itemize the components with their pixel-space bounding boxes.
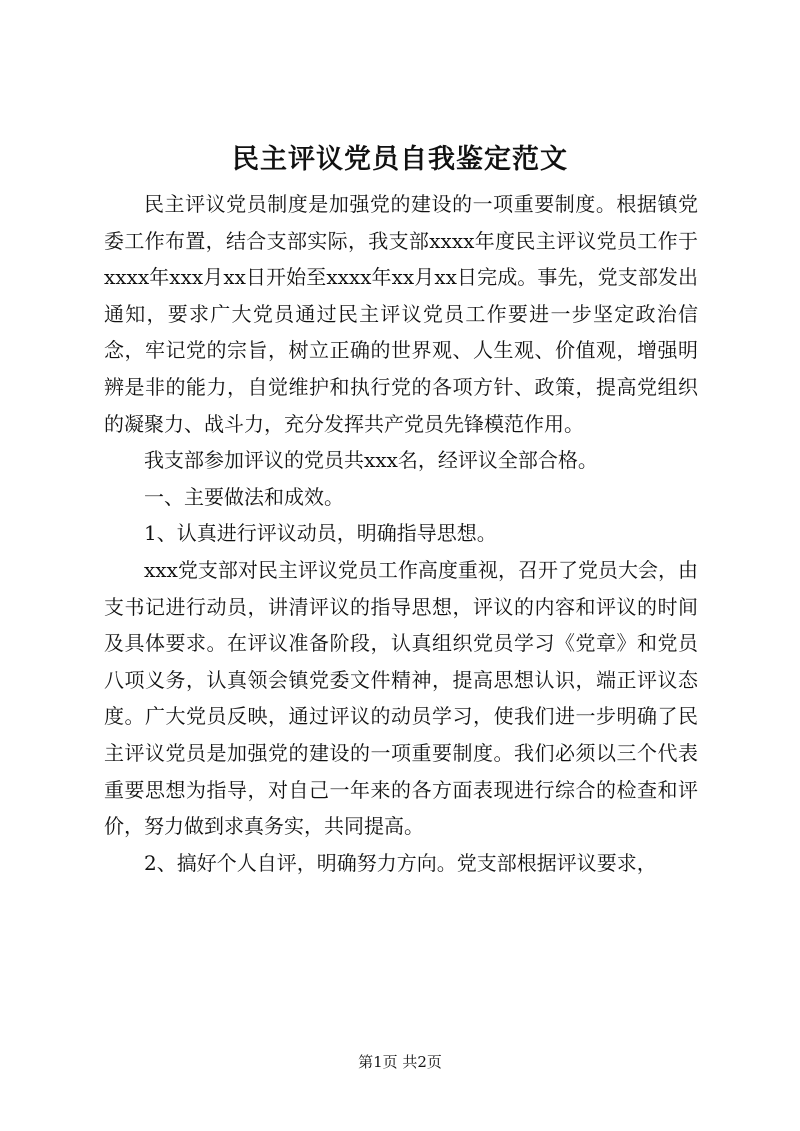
document-title: 民主评议党员自我鉴定范文 [232, 144, 568, 175]
document-body [104, 186, 698, 881]
subheading-1: 1、认真进行评议动员，明确指导思想。 [144, 521, 497, 546]
paragraph-mobilization: xxx党支部对民主评议党员工作高度重视，召开了党员大会，由支书记进行动员，讲清评议的指导思想，评议的内容和评议的时间及具体要求。在评议准备阶段，认真组织党员学习《党章》和党员八项义务，认真领会镇党委文件精神，提高思想认识，端正评议态度。广大党员反映，通过评议的动员学习，使我们进一步明确了民主评议党员是加强党的建设的一项重要制度。我们必须以三个代表重要思想为指导，对自己一年来的各方面表现进行综合的检查和评价，努力做到求真务实，共同提高。 [104, 557, 698, 839]
subheading-2: 2、搞好个人自评，明确努力方向。党支部根据评议要求， [144, 850, 657, 875]
paragraph-result: 我支部参加评议的党员共xxx名，经评议全部合格。 [144, 448, 598, 473]
paragraph-intro: 民主评议党员制度是加强党的建设的一项重要制度。根据镇党委工作布置，结合支部实际，我支部xxxx年度民主评议党员工作于xxxx年xxx月xx日开始至xxxx年xx月xx日完成。事先，党支部发出通知，要求广大党员通过民主评议党员工作要进一步坚定政治信念，牢记党的宗旨，树立正确的世界观、人生观、价值观，增强明辨是非的能力，自觉维护和执行党的各项方针、政策，提高党组织的凝聚力、战斗力，充分发挥共产党员先锋模范作用。 [104, 192, 698, 436]
section-heading-1: 一、主要做法和成效。 [144, 484, 344, 509]
page-footer: 第1页 共2页 [358, 1053, 442, 1071]
